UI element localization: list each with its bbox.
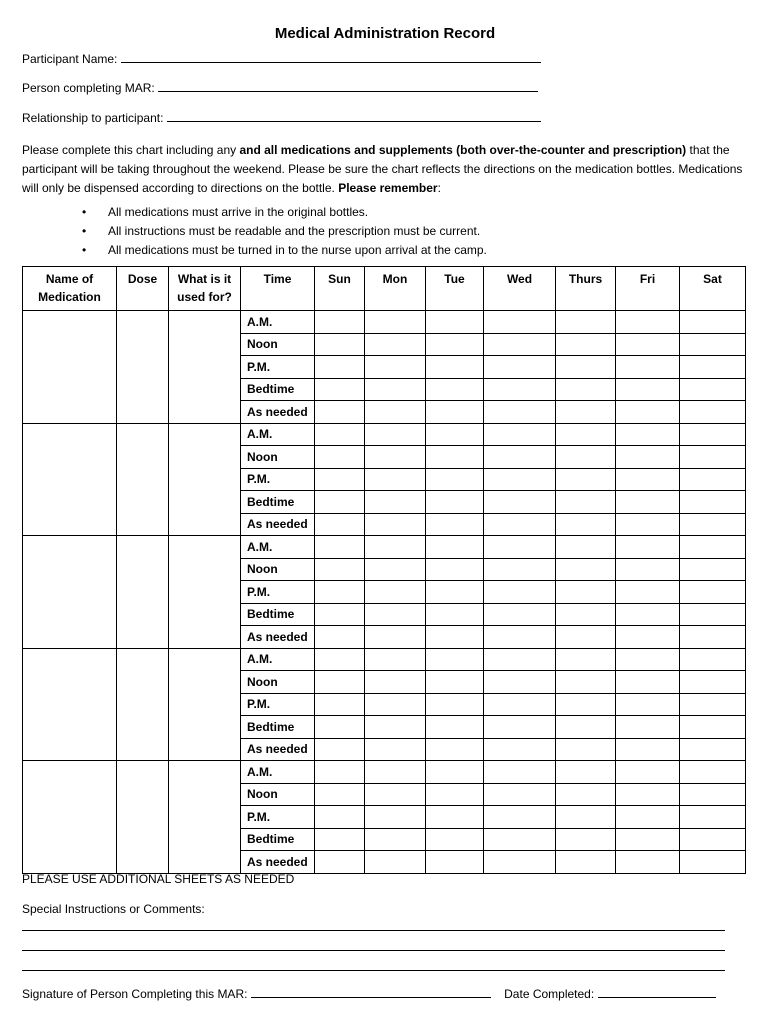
time-label-cell: As needed bbox=[241, 626, 315, 649]
wed-cell[interactable] bbox=[484, 806, 556, 829]
thurs-cell[interactable] bbox=[556, 581, 616, 604]
fri-cell[interactable] bbox=[616, 446, 680, 469]
sat-cell[interactable] bbox=[680, 491, 746, 514]
table-row bbox=[23, 311, 746, 334]
sat-cell[interactable] bbox=[680, 693, 746, 716]
tue-cell[interactable] bbox=[426, 693, 484, 716]
time-label-cell: As needed bbox=[241, 851, 315, 874]
wed-cell[interactable] bbox=[484, 828, 556, 851]
sun-cell[interactable] bbox=[315, 738, 365, 761]
col-header-wed: Wed bbox=[484, 267, 556, 311]
col-header-purpose: What is it used for? bbox=[169, 267, 241, 311]
wed-cell[interactable] bbox=[484, 311, 556, 334]
fri-cell[interactable] bbox=[616, 648, 680, 671]
time-label-cell: A.M. bbox=[241, 761, 315, 784]
list-item bbox=[82, 241, 487, 260]
table-row bbox=[23, 423, 746, 446]
signature-line[interactable] bbox=[251, 986, 491, 998]
mon-cell[interactable] bbox=[365, 828, 426, 851]
fri-cell[interactable] bbox=[616, 693, 680, 716]
sun-cell[interactable] bbox=[315, 626, 365, 649]
wed-cell[interactable] bbox=[484, 446, 556, 469]
sun-cell[interactable] bbox=[315, 356, 365, 379]
wed-cell[interactable] bbox=[484, 626, 556, 649]
wed-cell[interactable] bbox=[484, 603, 556, 626]
comment-line[interactable] bbox=[22, 930, 725, 931]
fri-cell[interactable] bbox=[616, 806, 680, 829]
wed-cell[interactable] bbox=[484, 491, 556, 514]
instructions-paragraph bbox=[22, 141, 747, 198]
wed-cell[interactable] bbox=[484, 581, 556, 604]
medication-name-cell[interactable] bbox=[23, 536, 117, 649]
intro-bold-1: and all medications and supplements (both over-the-counter and prescription) bbox=[239, 143, 687, 157]
thurs-cell[interactable] bbox=[556, 446, 616, 469]
table-row bbox=[23, 536, 746, 559]
dose-cell[interactable] bbox=[117, 648, 169, 761]
wed-cell[interactable] bbox=[484, 558, 556, 581]
mon-cell[interactable] bbox=[365, 356, 426, 379]
dose-cell[interactable] bbox=[117, 761, 169, 874]
medication-table-body bbox=[23, 311, 746, 874]
signature-label: Signature of Person Completing this MAR: bbox=[22, 987, 248, 1001]
thurs-cell[interactable] bbox=[556, 558, 616, 581]
tue-cell[interactable] bbox=[426, 648, 484, 671]
time-label-cell: P.M. bbox=[241, 581, 315, 604]
tue-cell[interactable] bbox=[426, 513, 484, 536]
tue-cell[interactable] bbox=[426, 671, 484, 694]
mon-cell[interactable] bbox=[365, 693, 426, 716]
sun-cell[interactable] bbox=[315, 648, 365, 671]
thurs-cell[interactable] bbox=[556, 513, 616, 536]
sat-cell[interactable] bbox=[680, 851, 746, 874]
fri-cell[interactable] bbox=[616, 738, 680, 761]
document-title: Medical Administration Record bbox=[274, 25, 496, 42]
mon-cell[interactable] bbox=[365, 761, 426, 784]
tue-cell[interactable] bbox=[426, 401, 484, 424]
thurs-cell[interactable] bbox=[556, 693, 616, 716]
time-label-cell: A.M. bbox=[241, 423, 315, 446]
relationship-field[interactable] bbox=[22, 110, 541, 125]
fri-cell[interactable] bbox=[616, 783, 680, 806]
sat-cell[interactable] bbox=[680, 423, 746, 446]
mon-cell[interactable] bbox=[365, 401, 426, 424]
time-label-cell: P.M. bbox=[241, 356, 315, 379]
tue-cell[interactable] bbox=[426, 333, 484, 356]
wed-cell[interactable] bbox=[484, 783, 556, 806]
sat-cell[interactable] bbox=[680, 513, 746, 536]
col-header-name: Name of Medication bbox=[23, 267, 117, 311]
table-row bbox=[23, 648, 746, 671]
sun-cell[interactable] bbox=[315, 851, 365, 874]
time-label-cell: Noon bbox=[241, 558, 315, 581]
table-row bbox=[23, 761, 746, 784]
mon-cell[interactable] bbox=[365, 311, 426, 334]
mon-cell[interactable] bbox=[365, 491, 426, 514]
time-label-cell: Bedtime bbox=[241, 828, 315, 851]
sun-cell[interactable] bbox=[315, 311, 365, 334]
table-header-row bbox=[23, 267, 746, 311]
sat-cell[interactable] bbox=[680, 626, 746, 649]
time-label-cell: A.M. bbox=[241, 648, 315, 671]
time-label-cell: Noon bbox=[241, 671, 315, 694]
person-completing-field[interactable] bbox=[22, 80, 538, 95]
sun-cell[interactable] bbox=[315, 581, 365, 604]
fri-cell[interactable] bbox=[616, 626, 680, 649]
thurs-cell[interactable] bbox=[556, 783, 616, 806]
sun-cell[interactable] bbox=[315, 671, 365, 694]
time-label-cell: Noon bbox=[241, 333, 315, 356]
sun-cell[interactable] bbox=[315, 761, 365, 784]
thurs-cell[interactable] bbox=[556, 761, 616, 784]
sun-cell[interactable] bbox=[315, 716, 365, 739]
thurs-cell[interactable] bbox=[556, 648, 616, 671]
intro-text-3: : bbox=[437, 181, 441, 195]
dose-cell[interactable] bbox=[117, 536, 169, 649]
mon-cell[interactable] bbox=[365, 738, 426, 761]
purpose-cell[interactable] bbox=[169, 311, 241, 424]
relationship-label: Relationship to participant: bbox=[22, 111, 164, 125]
wed-cell[interactable] bbox=[484, 401, 556, 424]
thurs-cell[interactable] bbox=[556, 378, 616, 401]
wed-cell[interactable] bbox=[484, 716, 556, 739]
reminder-text: All instructions must be readable and the prescription must be current. bbox=[108, 224, 481, 238]
sat-cell[interactable] bbox=[680, 783, 746, 806]
mon-cell[interactable] bbox=[365, 581, 426, 604]
sat-cell[interactable] bbox=[680, 356, 746, 379]
mon-cell[interactable] bbox=[365, 378, 426, 401]
reminder-list bbox=[82, 203, 487, 260]
fri-cell[interactable] bbox=[616, 536, 680, 559]
wed-cell[interactable] bbox=[484, 423, 556, 446]
tue-cell[interactable] bbox=[426, 491, 484, 514]
fri-cell[interactable] bbox=[616, 311, 680, 334]
time-label-cell: Bedtime bbox=[241, 603, 315, 626]
additional-sheets-note: PLEASE USE ADDITIONAL SHEETS AS NEEDED bbox=[22, 872, 295, 886]
sun-cell[interactable] bbox=[315, 491, 365, 514]
mon-cell[interactable] bbox=[365, 783, 426, 806]
thurs-cell[interactable] bbox=[556, 491, 616, 514]
sat-cell[interactable] bbox=[680, 716, 746, 739]
tue-cell[interactable] bbox=[426, 558, 484, 581]
fri-cell[interactable] bbox=[616, 378, 680, 401]
time-label-cell: Noon bbox=[241, 783, 315, 806]
sun-cell[interactable] bbox=[315, 468, 365, 491]
col-header-sat: Sat bbox=[680, 267, 746, 311]
sat-cell[interactable] bbox=[680, 446, 746, 469]
sun-cell[interactable] bbox=[315, 513, 365, 536]
sun-cell[interactable] bbox=[315, 603, 365, 626]
participant-name-label: Participant Name: bbox=[22, 52, 118, 66]
tue-cell[interactable] bbox=[426, 716, 484, 739]
mon-cell[interactable] bbox=[365, 558, 426, 581]
signature-row bbox=[22, 986, 716, 1001]
wed-cell[interactable] bbox=[484, 851, 556, 874]
thurs-cell[interactable] bbox=[556, 468, 616, 491]
sun-cell[interactable] bbox=[315, 536, 365, 559]
mon-cell[interactable] bbox=[365, 851, 426, 874]
time-label-cell: As needed bbox=[241, 738, 315, 761]
tue-cell[interactable] bbox=[426, 761, 484, 784]
time-label-cell: A.M. bbox=[241, 536, 315, 559]
sun-cell[interactable] bbox=[315, 806, 365, 829]
tue-cell[interactable] bbox=[426, 378, 484, 401]
thurs-cell[interactable] bbox=[556, 356, 616, 379]
wed-cell[interactable] bbox=[484, 378, 556, 401]
date-completed-label: Date Completed: bbox=[504, 987, 595, 1001]
sun-cell[interactable] bbox=[315, 828, 365, 851]
fri-cell[interactable] bbox=[616, 851, 680, 874]
time-label-cell: Bedtime bbox=[241, 716, 315, 739]
sat-cell[interactable] bbox=[680, 828, 746, 851]
relationship-line[interactable] bbox=[167, 110, 541, 122]
purpose-cell[interactable] bbox=[169, 423, 241, 536]
sat-cell[interactable] bbox=[680, 648, 746, 671]
fri-cell[interactable] bbox=[616, 356, 680, 379]
sun-cell[interactable] bbox=[315, 423, 365, 446]
mon-cell[interactable] bbox=[365, 716, 426, 739]
medication-name-cell[interactable] bbox=[23, 648, 117, 761]
bullet-icon: • bbox=[82, 224, 87, 238]
comment-line[interactable] bbox=[22, 950, 725, 951]
intro-text-2: that the participant will be taking throughout the weekend. Please be sure the chart reflects the directions on the medication bottles. Medications will only be dispensed according to directions on the bottle. bbox=[22, 143, 743, 195]
time-label-cell: As needed bbox=[241, 401, 315, 424]
tue-cell[interactable] bbox=[426, 536, 484, 559]
thurs-cell[interactable] bbox=[556, 828, 616, 851]
tue-cell[interactable] bbox=[426, 851, 484, 874]
time-label-cell: A.M. bbox=[241, 311, 315, 334]
tue-cell[interactable] bbox=[426, 828, 484, 851]
bullet-icon: • bbox=[82, 243, 87, 257]
wed-cell[interactable] bbox=[484, 513, 556, 536]
time-label-cell: P.M. bbox=[241, 693, 315, 716]
thurs-cell[interactable] bbox=[556, 716, 616, 739]
mon-cell[interactable] bbox=[365, 536, 426, 559]
date-completed-line[interactable] bbox=[598, 986, 716, 998]
thurs-cell[interactable] bbox=[556, 423, 616, 446]
purpose-cell[interactable] bbox=[169, 648, 241, 761]
fri-cell[interactable] bbox=[616, 828, 680, 851]
time-label-cell: As needed bbox=[241, 513, 315, 536]
tue-cell[interactable] bbox=[426, 356, 484, 379]
wed-cell[interactable] bbox=[484, 356, 556, 379]
sat-cell[interactable] bbox=[680, 536, 746, 559]
fri-cell[interactable] bbox=[616, 513, 680, 536]
time-label-cell: Bedtime bbox=[241, 378, 315, 401]
thurs-cell[interactable] bbox=[556, 333, 616, 356]
participant-name-field[interactable] bbox=[22, 51, 541, 66]
sat-cell[interactable] bbox=[680, 603, 746, 626]
bullet-icon: • bbox=[82, 205, 87, 219]
thurs-cell[interactable] bbox=[556, 738, 616, 761]
mon-cell[interactable] bbox=[365, 806, 426, 829]
medication-table bbox=[22, 266, 746, 874]
tue-cell[interactable] bbox=[426, 581, 484, 604]
fri-cell[interactable] bbox=[616, 468, 680, 491]
fri-cell[interactable] bbox=[616, 716, 680, 739]
thurs-cell[interactable] bbox=[556, 671, 616, 694]
medication-name-cell[interactable] bbox=[23, 311, 117, 424]
col-header-thurs: Thurs bbox=[556, 267, 616, 311]
wed-cell[interactable] bbox=[484, 693, 556, 716]
purpose-cell[interactable] bbox=[169, 536, 241, 649]
wed-cell[interactable] bbox=[484, 738, 556, 761]
col-header-fri: Fri bbox=[616, 267, 680, 311]
thurs-cell[interactable] bbox=[556, 401, 616, 424]
tue-cell[interactable] bbox=[426, 603, 484, 626]
fri-cell[interactable] bbox=[616, 333, 680, 356]
thurs-cell[interactable] bbox=[556, 806, 616, 829]
dose-cell[interactable] bbox=[117, 423, 169, 536]
wed-cell[interactable] bbox=[484, 536, 556, 559]
fri-cell[interactable] bbox=[616, 581, 680, 604]
sat-cell[interactable] bbox=[680, 311, 746, 334]
sun-cell[interactable] bbox=[315, 558, 365, 581]
sat-cell[interactable] bbox=[680, 738, 746, 761]
tue-cell[interactable] bbox=[426, 738, 484, 761]
sat-cell[interactable] bbox=[680, 333, 746, 356]
col-header-dose: Dose bbox=[117, 267, 169, 311]
tue-cell[interactable] bbox=[426, 783, 484, 806]
dose-cell[interactable] bbox=[117, 311, 169, 424]
mon-cell[interactable] bbox=[365, 671, 426, 694]
fri-cell[interactable] bbox=[616, 401, 680, 424]
mon-cell[interactable] bbox=[365, 468, 426, 491]
mon-cell[interactable] bbox=[365, 648, 426, 671]
fri-cell[interactable] bbox=[616, 491, 680, 514]
tue-cell[interactable] bbox=[426, 446, 484, 469]
time-label-cell: P.M. bbox=[241, 806, 315, 829]
person-completing-line[interactable] bbox=[158, 80, 538, 92]
wed-cell[interactable] bbox=[484, 648, 556, 671]
mon-cell[interactable] bbox=[365, 603, 426, 626]
thurs-cell[interactable] bbox=[556, 311, 616, 334]
col-header-sun: Sun bbox=[315, 267, 365, 311]
tue-cell[interactable] bbox=[426, 626, 484, 649]
sun-cell[interactable] bbox=[315, 783, 365, 806]
sun-cell[interactable] bbox=[315, 693, 365, 716]
tue-cell[interactable] bbox=[426, 468, 484, 491]
fri-cell[interactable] bbox=[616, 558, 680, 581]
fri-cell[interactable] bbox=[616, 603, 680, 626]
list-item bbox=[82, 222, 487, 241]
sun-cell[interactable] bbox=[315, 333, 365, 356]
sat-cell[interactable] bbox=[680, 378, 746, 401]
sat-cell[interactable] bbox=[680, 558, 746, 581]
mon-cell[interactable] bbox=[365, 333, 426, 356]
mon-cell[interactable] bbox=[365, 626, 426, 649]
mon-cell[interactable] bbox=[365, 513, 426, 536]
sat-cell[interactable] bbox=[680, 671, 746, 694]
medication-name-cell[interactable] bbox=[23, 423, 117, 536]
comment-line[interactable] bbox=[22, 970, 725, 971]
col-header-mon: Mon bbox=[365, 267, 426, 311]
wed-cell[interactable] bbox=[484, 761, 556, 784]
sat-cell[interactable] bbox=[680, 468, 746, 491]
thurs-cell[interactable] bbox=[556, 536, 616, 559]
time-label-cell: Noon bbox=[241, 446, 315, 469]
list-item bbox=[82, 203, 487, 222]
wed-cell[interactable] bbox=[484, 468, 556, 491]
wed-cell[interactable] bbox=[484, 671, 556, 694]
mon-cell[interactable] bbox=[365, 423, 426, 446]
sat-cell[interactable] bbox=[680, 401, 746, 424]
fri-cell[interactable] bbox=[616, 423, 680, 446]
thurs-cell[interactable] bbox=[556, 626, 616, 649]
medication-name-cell[interactable] bbox=[23, 761, 117, 874]
sun-cell[interactable] bbox=[315, 378, 365, 401]
sat-cell[interactable] bbox=[680, 581, 746, 604]
thurs-cell[interactable] bbox=[556, 851, 616, 874]
intro-bold-2: Please remember bbox=[338, 181, 438, 195]
sat-cell[interactable] bbox=[680, 806, 746, 829]
tue-cell[interactable] bbox=[426, 423, 484, 446]
intro-text-1: Please complete this chart including any bbox=[22, 143, 240, 157]
sun-cell[interactable] bbox=[315, 446, 365, 469]
col-header-time: Time bbox=[241, 267, 315, 311]
reminder-text: All medications must arrive in the original bottles. bbox=[108, 205, 369, 219]
fri-cell[interactable] bbox=[616, 671, 680, 694]
tue-cell[interactable] bbox=[426, 806, 484, 829]
thurs-cell[interactable] bbox=[556, 603, 616, 626]
time-label-cell: Bedtime bbox=[241, 491, 315, 514]
purpose-cell[interactable] bbox=[169, 761, 241, 874]
time-label-cell: P.M. bbox=[241, 468, 315, 491]
fri-cell[interactable] bbox=[616, 761, 680, 784]
reminder-text: All medications must be turned in to the nurse upon arrival at the camp. bbox=[108, 243, 487, 257]
wed-cell[interactable] bbox=[484, 333, 556, 356]
special-instructions-label: Special Instructions or Comments: bbox=[22, 902, 205, 916]
sun-cell[interactable] bbox=[315, 401, 365, 424]
col-header-tue: Tue bbox=[426, 267, 484, 311]
tue-cell[interactable] bbox=[426, 311, 484, 334]
sat-cell[interactable] bbox=[680, 761, 746, 784]
mon-cell[interactable] bbox=[365, 446, 426, 469]
person-completing-label: Person completing MAR: bbox=[22, 81, 155, 95]
participant-name-line[interactable] bbox=[121, 51, 541, 63]
